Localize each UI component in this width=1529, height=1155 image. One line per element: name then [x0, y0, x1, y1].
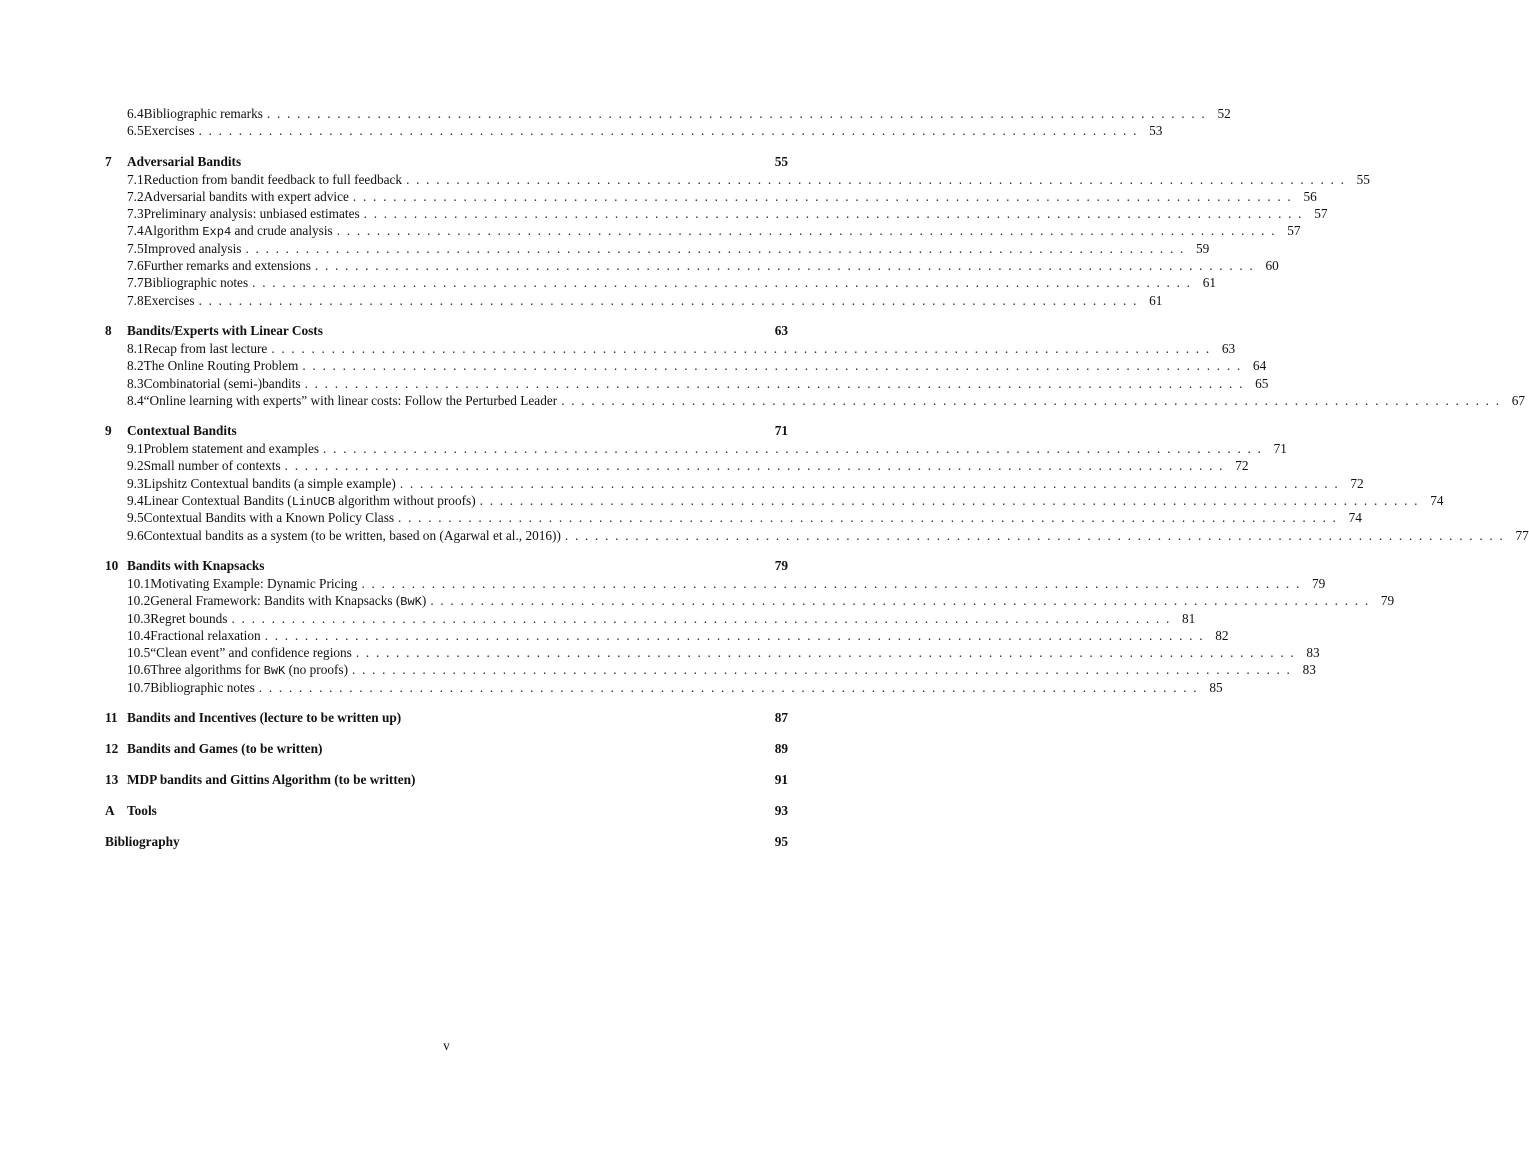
dot-leader — [267, 105, 1205, 122]
toc-page-number: 85 — [1209, 679, 1223, 695]
toc-entry-number: 7.7 — [127, 275, 144, 291]
toc-title-text: Adversarial Bandits — [127, 153, 242, 169]
toc-page-number: 63 — [1221, 340, 1236, 356]
toc-entry-number: 11 — [105, 710, 118, 726]
toc-title-text: Exercises — [143, 123, 195, 139]
toc-entry-number: 6.4 — [127, 106, 144, 121]
dot-leader — [352, 661, 1290, 678]
toc-page-number: 89 — [774, 741, 788, 757]
toc-title-text: Bibliographic notes — [143, 275, 249, 291]
toc-entry-number: 7.1 — [127, 171, 144, 187]
toc-title-text: Algorithm — [143, 223, 203, 239]
toc-section-entry[interactable] — [105, 392, 1526, 409]
toc-chapter-entry[interactable] — [105, 152, 788, 171]
toc-entry-title — [105, 832, 180, 851]
toc-title-text: Preliminary analysis: unbiased estimates — [143, 206, 360, 222]
toc-page-number: 74 — [1430, 493, 1444, 509]
toc-page-number: 52 — [1217, 106, 1231, 121]
toc-title-text: Reduction from bandit feedback to full feedback — [143, 171, 403, 187]
toc-chapter-entry[interactable] — [105, 801, 788, 820]
toc-entry-title — [144, 122, 195, 139]
toc-page-number: 57 — [1314, 206, 1328, 222]
toc-page-number: 74 — [1348, 510, 1362, 526]
toc-entry-title — [127, 801, 157, 820]
toc-page-number: 67 — [1511, 392, 1526, 408]
toc-title-text: Contextual Bandits — [127, 423, 237, 439]
toc-page-number: 71 — [774, 423, 788, 439]
toc-section-entry[interactable] — [105, 457, 1249, 474]
dot-leader — [265, 627, 1203, 644]
toc-entry-title — [144, 440, 319, 457]
toc-section-entry[interactable] — [105, 357, 1267, 374]
dot-leader — [231, 610, 1169, 627]
dot-leader — [406, 171, 1344, 188]
toc-title-text: Regret bounds — [150, 610, 228, 626]
toc-title-text: Linear Contextual Bandits ( — [143, 493, 292, 509]
toc-entry-number: 10.6 — [127, 662, 151, 678]
toc-entry-number: 9.3 — [127, 475, 144, 491]
toc-entry-number: 9.4 — [127, 493, 144, 509]
toc-entry-title — [127, 152, 241, 171]
toc-entry-number: 9 — [105, 423, 112, 439]
toc-title-text: Lipshitz Contextual bandits (a simple example) — [143, 475, 396, 491]
toc-title-text: algorithm without proofs) — [334, 493, 476, 509]
toc-entry-number: 10.2 — [127, 593, 151, 609]
toc-chapter-entry[interactable] — [105, 421, 788, 440]
toc-entry-number: 8.3 — [127, 375, 144, 391]
toc-title-code: LinUCB — [291, 495, 335, 510]
toc-title-text: General Framework: Bandits with Knapsacks ( — [150, 593, 401, 609]
toc-title-text: ) — [421, 593, 427, 609]
dot-leader — [565, 527, 1503, 544]
toc-title-text: Small number of contexts — [143, 458, 281, 474]
toc-title-text: Adversarial bandits with expert advice — [143, 188, 349, 204]
toc-title-text: Improved analysis — [143, 240, 242, 256]
toc-page-number: 91 — [774, 772, 788, 788]
toc-entry-title — [144, 392, 558, 409]
toc-section-entry[interactable] — [105, 679, 1223, 696]
toc-title-text: Motivating Example: Dynamic Pricing — [150, 575, 358, 591]
toc-title-text: Bandits with Knapsacks — [127, 557, 265, 573]
toc-entry-title — [144, 188, 349, 205]
dot-leader — [199, 292, 1137, 309]
toc-entry-number: 13 — [105, 772, 119, 788]
toc-title-code: BwK — [263, 664, 286, 679]
toc-entry-title — [144, 205, 360, 222]
toc-entry-title — [150, 575, 357, 592]
toc-chapter-entry[interactable] — [105, 556, 788, 575]
toc-entry-title — [144, 527, 561, 544]
toc-page-number: 83 — [1302, 662, 1316, 678]
toc-entry-number: 7.6 — [127, 258, 144, 274]
dot-leader — [364, 205, 1302, 222]
toc-section-entry[interactable] — [105, 292, 1163, 309]
toc-entry-title — [144, 240, 242, 257]
dot-leader — [259, 679, 1197, 696]
toc-page-number: 72 — [1350, 475, 1364, 491]
dot-leader — [252, 274, 1190, 291]
toc-section-entry[interactable] — [105, 205, 1328, 222]
toc-section-entry[interactable] — [105, 509, 1362, 526]
toc-section-entry[interactable] — [105, 475, 1364, 492]
toc-entry-number: 9.5 — [127, 510, 144, 526]
toc-entry-number: 7.8 — [127, 292, 144, 308]
toc-page-number: 57 — [1287, 223, 1301, 239]
toc-section-entry[interactable] — [105, 492, 1444, 510]
toc-section-entry[interactable] — [105, 375, 1269, 392]
toc-entry-title — [144, 105, 263, 122]
toc-title-text: and crude analysis — [231, 223, 333, 239]
toc-entry-number: 9.6 — [127, 527, 144, 543]
toc-entry-title — [144, 509, 394, 526]
dot-leader — [337, 222, 1275, 239]
toc-entry-number: A — [105, 803, 115, 819]
dot-leader — [315, 257, 1253, 274]
toc-title-text: Fractional relaxation — [150, 627, 261, 643]
toc-chapter-entry[interactable] — [105, 770, 788, 789]
toc-section-entry[interactable] — [105, 105, 1231, 122]
toc-page-number: 56 — [1303, 188, 1317, 204]
toc-entry-number: 7.2 — [127, 188, 144, 204]
dot-leader — [199, 122, 1137, 139]
toc-entry-number: 9.1 — [127, 441, 144, 457]
toc-page-number: 83 — [1306, 645, 1320, 661]
toc-page-number: 61 — [1149, 292, 1163, 308]
toc-title-text: Tools — [127, 803, 157, 819]
toc-title-text: Bibliographic remarks — [143, 106, 263, 121]
toc-title-text: Exercises — [143, 292, 195, 308]
dot-leader — [285, 457, 1223, 474]
page-number-footer: v — [443, 1038, 450, 1053]
dot-leader — [356, 644, 1294, 661]
dot-leader — [361, 575, 1299, 592]
toc-entry-title — [144, 375, 301, 392]
toc-entry-title — [144, 274, 249, 291]
toc-section-entry[interactable] — [105, 644, 1320, 661]
toc-title-text: The Online Routing Problem — [143, 358, 299, 374]
toc-page-number: 63 — [774, 322, 788, 338]
toc-entry-number: 10.7 — [127, 679, 151, 695]
toc-entry-number: 8.4 — [127, 392, 144, 408]
table-of-contents — [105, 105, 1529, 851]
toc-page-number: 71 — [1273, 441, 1287, 457]
toc-chapter-entry[interactable] — [105, 321, 788, 340]
toc-entry-title — [127, 321, 323, 340]
toc-entry-number: 10 — [105, 557, 119, 573]
toc-entry-number: 6.5 — [127, 123, 144, 139]
toc-entry-number: 10.3 — [127, 610, 151, 626]
toc-title-text: Problem statement and examples — [143, 441, 320, 457]
toc-chapter-entry[interactable] — [105, 739, 788, 758]
toc-entry-title — [127, 708, 401, 727]
toc-entry-number: 9.2 — [127, 458, 144, 474]
toc-title-text: Bandits and Incentives (lecture to be written up) — [127, 710, 402, 726]
toc-title-text: “Clean event” and confidence regions — [150, 645, 352, 661]
toc-section-entry[interactable] — [105, 340, 1236, 357]
toc-entry-number: 7.3 — [127, 206, 144, 222]
toc-page-number: 64 — [1252, 358, 1267, 374]
toc-entry-title — [144, 171, 402, 188]
toc-title-code: Exp4 — [202, 225, 232, 240]
toc-page-number: 61 — [1202, 275, 1216, 291]
toc-page-number: 53 — [1149, 123, 1163, 139]
toc-entry-title — [144, 292, 195, 309]
toc-entry-number: 7 — [105, 153, 112, 169]
toc-entry-number: 8.1 — [127, 340, 144, 356]
toc-section-entry[interactable] — [105, 274, 1216, 291]
toc-entry-number: 10.5 — [127, 645, 151, 661]
toc-entry-title — [150, 627, 260, 644]
toc-page-number: 79 — [774, 557, 788, 573]
toc-section-entry[interactable] — [105, 527, 1529, 544]
toc-entry-title — [144, 475, 396, 492]
toc-chapter-entry[interactable] — [105, 832, 788, 851]
toc-title-text: Further remarks and extensions — [143, 258, 311, 274]
toc-section-entry[interactable] — [105, 627, 1229, 644]
toc-section-entry[interactable] — [105, 122, 1163, 139]
toc-title-text: Contextual bandits as a system (to be written, based on (Agarwal et al., 2016)) — [143, 527, 561, 543]
toc-section-entry[interactable] — [105, 610, 1196, 627]
toc-page-number: 81 — [1182, 610, 1196, 626]
toc-title-code: BwK — [400, 595, 422, 610]
dot-leader — [398, 509, 1336, 526]
toc-page-number: 93 — [774, 803, 788, 819]
toc-page-number: 79 — [1312, 575, 1326, 591]
toc-chapter-entry[interactable] — [105, 708, 788, 727]
toc-page-number: 55 — [774, 153, 788, 169]
dot-leader — [561, 392, 1499, 409]
toc-entry-title — [127, 770, 415, 789]
toc-section-entry[interactable] — [105, 188, 1317, 205]
toc-page-number: 65 — [1255, 375, 1269, 391]
toc-page-number: 79 — [1380, 593, 1395, 609]
toc-entry-number: 12 — [105, 741, 119, 757]
toc-title-text: Combinatorial (semi-)bandits — [143, 375, 301, 391]
toc-page-number: 59 — [1196, 240, 1210, 256]
toc-page-number: 87 — [774, 710, 788, 726]
toc-section-entry[interactable] — [105, 661, 1316, 679]
dot-leader — [323, 440, 1261, 457]
dot-leader — [353, 188, 1291, 205]
toc-page-number: 55 — [1356, 171, 1370, 187]
toc-section-entry[interactable] — [105, 592, 1395, 610]
toc-entry-title — [150, 644, 352, 661]
toc-entry-title — [144, 340, 268, 357]
toc-section-entry[interactable] — [105, 575, 1326, 592]
toc-entry-number: 10.4 — [127, 627, 151, 643]
toc-page-number: 82 — [1215, 627, 1229, 643]
toc-entry-number: 8.2 — [127, 358, 144, 374]
toc-entry-number: 7.5 — [127, 240, 144, 256]
toc-title-text: Contextual Bandits with a Known Policy Class — [143, 510, 395, 526]
toc-title-text: Bibliography — [105, 834, 180, 850]
toc-title-text: Three algorithms for — [150, 662, 264, 678]
toc-section-entry[interactable] — [105, 240, 1210, 257]
toc-entry-title — [127, 421, 237, 440]
dot-leader — [245, 240, 1183, 257]
toc-entry-title — [127, 739, 322, 758]
toc-page-number: 60 — [1265, 258, 1279, 274]
toc-title-text: Recap from last lecture — [143, 340, 268, 356]
toc-entry-title — [127, 556, 264, 575]
toc-title-text: Bandits/Experts with Linear Costs — [127, 322, 323, 338]
toc-entry-title — [144, 357, 299, 374]
toc-title-text: Bibliographic notes — [150, 679, 255, 695]
dot-leader — [430, 592, 1368, 609]
dot-leader — [302, 357, 1240, 374]
toc-section-entry[interactable] — [105, 257, 1279, 274]
toc-entry-number: 7.4 — [127, 223, 144, 239]
toc-section-entry[interactable] — [105, 440, 1287, 457]
toc-entry-title — [144, 257, 311, 274]
toc-entry-number: 8 — [105, 322, 112, 338]
toc-title-text: Bandits and Games (to be written) — [127, 741, 323, 757]
dot-leader — [271, 340, 1209, 357]
toc-section-entry[interactable] — [105, 222, 1301, 240]
toc-title-text: MDP bandits and Gittins Algorithm (to be written) — [127, 772, 416, 788]
toc-page-number: 77 — [1515, 527, 1529, 543]
toc-entry-title — [144, 457, 281, 474]
toc-title-text: (no proofs) — [285, 662, 349, 678]
dot-leader — [480, 492, 1418, 509]
dot-leader — [400, 475, 1338, 492]
toc-title-text: “Online learning with experts” with linear costs: Follow the Perturbed Leader — [143, 392, 558, 408]
dot-leader — [305, 375, 1243, 392]
toc-entry-title — [150, 610, 227, 627]
toc-page-number: 95 — [774, 834, 788, 850]
toc-entry-number: 10.1 — [127, 575, 151, 591]
toc-entry-title — [150, 679, 255, 696]
toc-page-number: 72 — [1235, 458, 1249, 474]
toc-section-entry[interactable] — [105, 171, 1370, 188]
